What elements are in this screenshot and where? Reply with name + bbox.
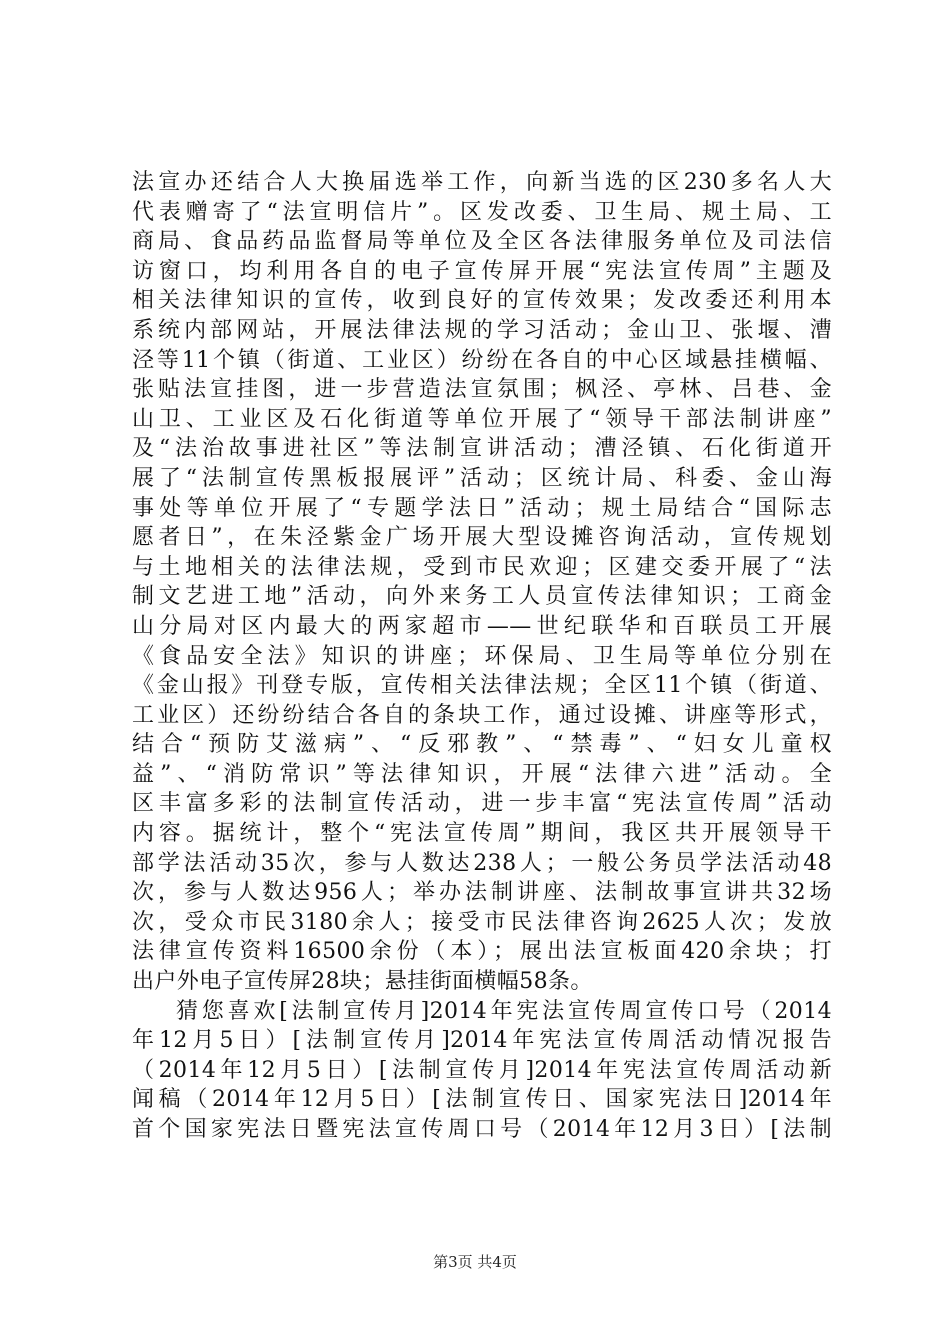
text-line: （2014年12月5日）[法制宣传月]2014年宪法宣传周活动新 <box>132 1057 832 1083</box>
text-line: 闻稿（2014年12月5日）[法制宣传日、国家宪法日]2014年 <box>132 1087 832 1113</box>
text-line: 愿者日”，在朱泾紫金广场开展大型设摊咨询活动，宣传规划 <box>132 525 832 551</box>
text-line: 益”、“消防常识”等法律知识，开展“法律六进”活动。全 <box>132 761 832 787</box>
text-line: 展了“法制宣传黑板报展评”活动；区统计局、科委、金山海 <box>132 465 832 491</box>
text-line: 访窗口，均利用各自的电子宣传屏开展“宪法宣传周”主题及 <box>132 258 832 284</box>
paragraph-1 <box>132 168 832 997</box>
text-line: 猜您喜欢[法制宣传月]2014年宪法宣传周宣传口号（2014 <box>176 998 832 1024</box>
text-line: 出户外电子宣传屏28块；悬挂街面横幅58条。 <box>132 969 593 995</box>
text-line: 与土地相关的法律法规，受到市民欢迎；区建交委开展了“法 <box>132 554 832 580</box>
text-line: 次，参与人数达956人；举办法制讲座、法制故事宣讲共32场 <box>132 880 832 906</box>
text-line: 次，受众市民3180余人；接受市民法律咨询2625人次；发放 <box>132 909 832 935</box>
text-line: 法宣办还结合人大换届选举工作，向新当选的区230多名人大 <box>132 170 832 195</box>
text-line: 区丰富多彩的法制宣传活动，进一步丰富“宪法宣传周”活动 <box>132 791 832 817</box>
text-line: 内容。据统计，整个“宪法宣传周”期间，我区共开展领导干 <box>132 821 832 847</box>
text-line: 《食品安全法》知识的讲座；环保局、卫生局等单位分别在 <box>132 643 832 669</box>
text-line: 制文艺进工地”活动，向外来务工人员宣传法律知识；工商金 <box>132 584 832 610</box>
text-line: 年12月5日）[法制宣传月]2014年宪法宣传周活动情况报告 <box>132 1028 832 1054</box>
text-line: 山分局对区内最大的两家超市——世纪联华和百联员工开展 <box>132 613 832 639</box>
text-line: 泾等11个镇（街道、工业区）纷纷在各自的中心区域悬挂横幅、 <box>132 347 832 373</box>
text-line: 张贴法宣挂图，进一步营造法宣氛围；枫泾、亭林、吕巷、金 <box>132 377 832 403</box>
text-line: 商局、食品药品监督局等单位及全区各法律服务单位及司法信 <box>132 229 832 255</box>
text-line: 系统内部网站，开展法律法规的学习活动；金山卫、张堰、漕 <box>132 317 832 343</box>
text-line: 法律宣传资料16500余份（本）；展出法宣板面420余块；打 <box>132 939 832 965</box>
text-line: 《金山报》刊登专版，宣传相关法律法规；全区11个镇（街道、 <box>132 673 832 699</box>
text-line: 事处等单位开展了“专题学法日”活动；规土局结合“国际志 <box>132 495 832 521</box>
page-footer: 第3页 共4页 <box>433 1253 517 1271</box>
text-line: 代表赠寄了“法宣明信片”。区发改委、卫生局、规土局、工 <box>132 199 832 225</box>
body-text <box>132 168 832 1145</box>
text-line: 相关法律知识的宣传，收到良好的宣传效果；发改委还利用本 <box>132 288 832 314</box>
text-line: 首个国家宪法日暨宪法宣传周口号（2014年12月3日）[法制 <box>132 1117 832 1142</box>
text-line: 工业区）还纷纷结合各自的条块工作，通过设摊、讲座等形式， <box>132 702 832 728</box>
text-line: 及“法治故事进社区”等法制宣讲活动；漕泾镇、石化街道开 <box>132 436 832 462</box>
text-line: 结合“预防艾滋病”、“反邪教”、“禁毒”、“妇女儿童权 <box>132 732 832 758</box>
text-line: 山卫、工业区及石化街道等单位开展了“领导干部法制讲座” <box>132 406 832 432</box>
paragraph-2-related-links <box>132 997 832 1145</box>
text-line: 部学法活动35次，参与人数达238人；一般公务员学法活动48 <box>132 850 832 876</box>
